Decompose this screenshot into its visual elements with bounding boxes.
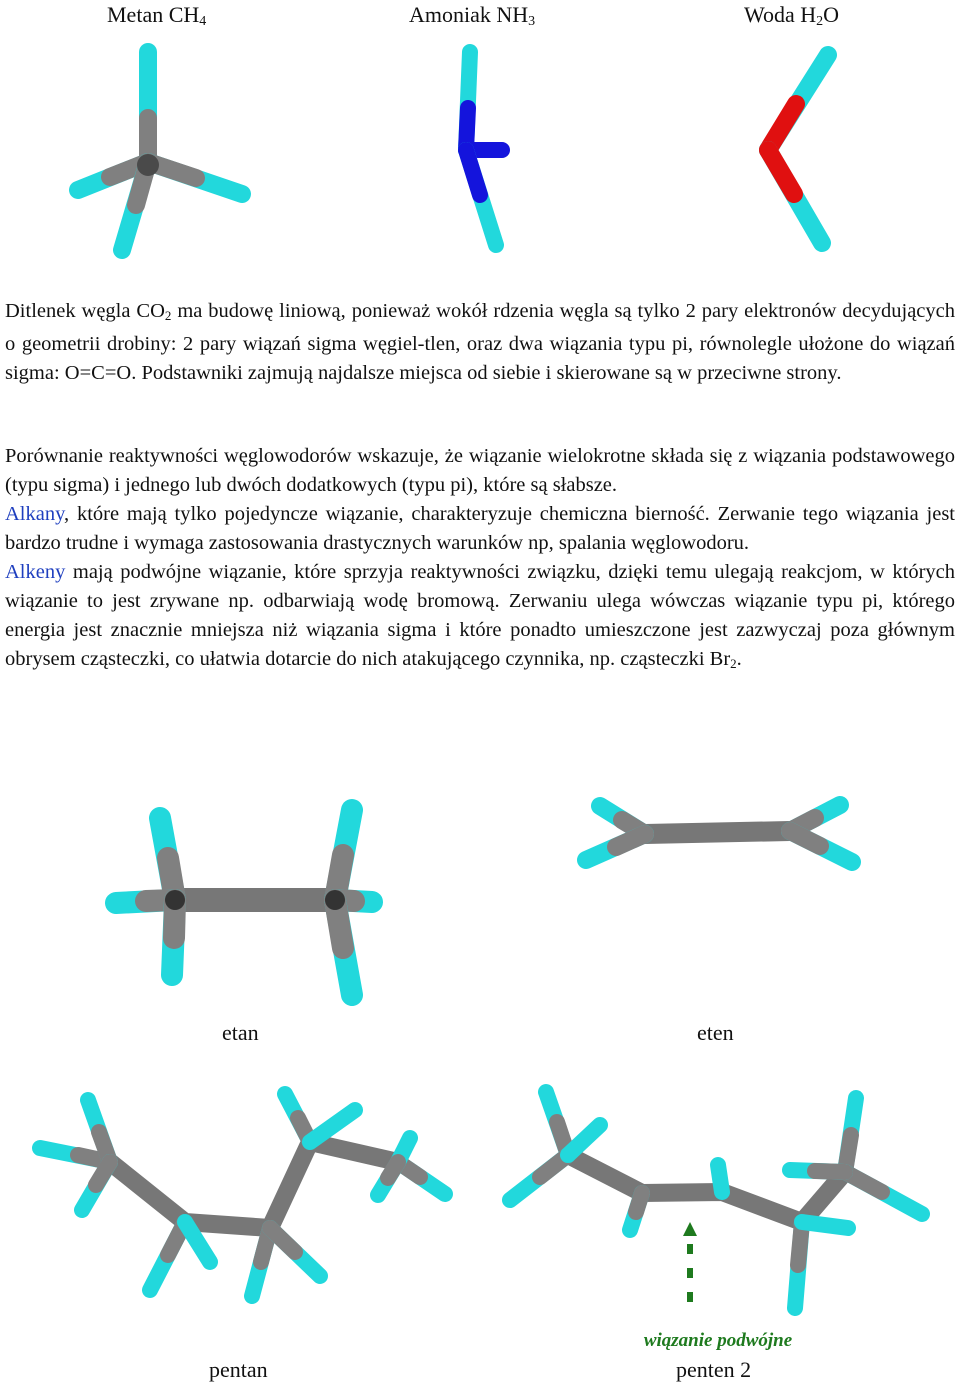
caption-pentene: penten 2 [676, 1357, 752, 1382]
caption-water: Woda $H_2O$ [744, 2, 840, 29]
caption-ethene: eten [697, 1020, 734, 1045]
pentene-model [510, 1092, 922, 1308]
ethene-model [586, 805, 852, 862]
ammonia-model [466, 52, 502, 245]
co2-paragraph: Ditlenek węgla $CO_2$ ma budowę liniową, ponieważ wokół rdzenia węgla są tylko 2 pary elektronów decydujących o geometrii drobiny: 2 pary wiązań sigma węgiel-tlen, oraz dwa wiązania typu pi, równolegle ułożone do wiązań sigma: O=C=O. Podstawniki zajmują najdalsze miejsca od siebie i skierowane są w przeciwne strony. [5, 300, 955, 384]
ethane-model [116, 810, 372, 995]
double-bond-annotation [644, 1222, 793, 1351]
pentane-model [40, 1094, 445, 1296]
caption-ethane: etan [222, 1020, 259, 1045]
term-alkeny: Alkeny [5, 561, 66, 583]
reactivity-paragraph: Porównanie reaktywności węglowodorów wskazuje, że wiązanie wielokrotne składa się z wiązania podstawowego (typu sigma) i jednego lub dwóch dodatkowych (typu pi), które są słabsze. Alkany, które mają tylko pojedyncze wiązanie, charakteryzuje chemiczna bierność. Zerwanie tego wiązania jest bardzo trudne i wymaga zastosowania drastycznych warunków np, spalania węglowodoru. Alkeny mają podwójne wiązanie, które sprzyja reaktywności związku, dzięki temu ulegają reakcjom, w których wiązanie to jest zrywane np. odbarwiają wodę bromową. Zerwaniu ulega wówczas wiązanie typu pi, którego energia jest znacznie mniejsza niż wiązania sigma i które ponadto umieszczone jest zazwyczaj poza głównym obrysem cząsteczki, co ułatwia dotarcie do nich atakującego czynnika, np. cząsteczki $Br_2$. [5, 445, 955, 671]
caption-methane: Metan $CH_4$ [107, 2, 207, 29]
caption-pentane: pentan [209, 1357, 268, 1382]
water-model [768, 55, 828, 243]
reactivity-intro: Porównanie reaktywności węglowodorów wskazuje, że wiązanie wielokrotne składa się z wiązania podstawowego (typu sigma) i jednego lub dwóch dodatkowych (typu pi), które są słabsze. [5, 445, 955, 496]
methane-model [78, 52, 242, 250]
arrow-up-icon [683, 1222, 697, 1236]
caption-ammonia: Amoniak $NH_3$ [409, 2, 536, 29]
double-bond-label: wiązanie podwójne [643, 1330, 793, 1351]
term-alkany: Alkany [5, 503, 65, 525]
